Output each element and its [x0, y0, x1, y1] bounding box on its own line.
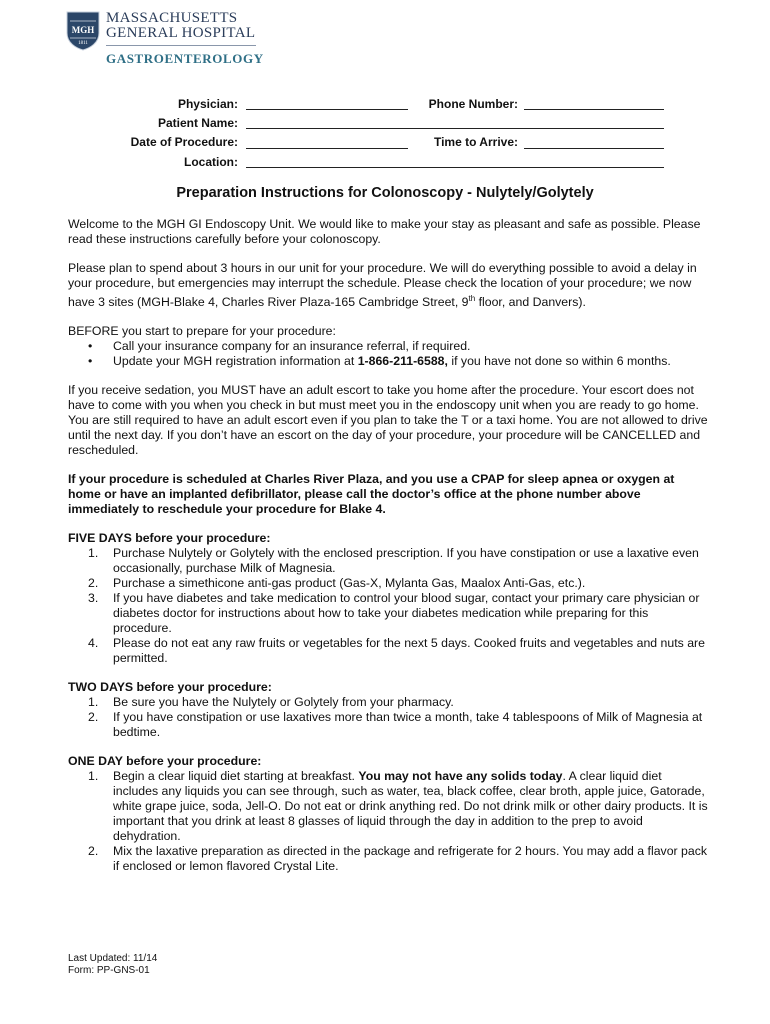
- registration-phone: 1-866-211-6588,: [357, 354, 448, 369]
- last-updated: Last Updated: 11/14: [68, 953, 158, 964]
- item-number: 4.: [88, 636, 99, 651]
- page-footer: [68, 953, 157, 977]
- document-title: Preparation Instructions for Colonoscopy - Nulytely/Golytely: [176, 185, 594, 201]
- location-field[interactable]: [246, 167, 664, 168]
- item-text: Mix the laxative preparation as directed in the package and refrigerate for 2 hours. You may add a flavor pack if enclosed or lemon flavored Crystal Lite.: [113, 844, 708, 874]
- no-solids-warning: You may not have any solids today: [358, 769, 563, 784]
- before-list: [68, 339, 708, 369]
- time-to-arrive-label: Time to Arrive:: [433, 135, 518, 149]
- time-to-arrive-field[interactable]: [524, 148, 664, 149]
- item-text: If you have constipation or use laxatives more than twice a month, take 4 tablespoons of Milk of Magnesia at bedtime.: [113, 710, 703, 740]
- before-item-2a: Update your MGH registration information at: [113, 354, 358, 369]
- item-number: 2.: [88, 710, 99, 725]
- before-item-2b: if you have not done so within 6 months.: [447, 354, 671, 369]
- hospital-name-line1: MASSACHUSETTS: [106, 10, 238, 26]
- five-days-heading: FIVE DAYS before your procedure:: [68, 531, 271, 546]
- list-item: [68, 546, 708, 576]
- logo-mark: MGH: [71, 25, 95, 35]
- item-text: Be sure you have the Nulytely or Golytely from your pharmacy.: [113, 695, 454, 710]
- item-number: 1.: [88, 695, 99, 710]
- plan-text-b: floor, and Danvers).: [475, 295, 586, 310]
- logo-year: 1811: [78, 41, 88, 46]
- one-day-heading: ONE DAY before your procedure:: [68, 754, 262, 769]
- list-item: [68, 576, 708, 591]
- header-divider: [106, 45, 256, 46]
- item-text: If you have diabetes and take medication to control your blood sugar, contact your primary care physician or diabetes doctor for instructions about how to take your diabetes medication while preparing for this procedure.: [113, 591, 700, 636]
- cpap-warning: If your procedure is scheduled at Charles River Plaza, and you use a CPAP for sleep apnea or oxygen at home or have an implanted defibrillator, please call the doctor’s office at the phone number above immediately to reschedule your procedure for Blake 4.: [68, 472, 675, 517]
- list-item: [68, 354, 708, 369]
- list-item: [68, 636, 708, 666]
- list-item: [68, 769, 708, 844]
- location-label: Location:: [184, 155, 238, 169]
- item-number: 2.: [88, 844, 99, 859]
- instructions-body: [68, 217, 708, 888]
- item-text: Purchase Nulytely or Golytely with the enclosed prescription. If you have constipation or use a laxative even occasionally, purchase Milk of Magnesia.: [113, 546, 699, 576]
- item-number: 2.: [88, 576, 99, 591]
- hospital-name-line2: GENERAL HOSPITAL: [106, 25, 256, 41]
- item-number: 3.: [88, 591, 99, 606]
- phone-number-label: Phone Number:: [428, 97, 518, 111]
- before-item-1: Call your insurance company for an insurance referral, if required.: [113, 339, 471, 354]
- form-number: Form: PP-GNS-01: [68, 965, 150, 976]
- intro-paragraph: Welcome to the MGH GI Endoscopy Unit. We would like to make your stay as pleasant and safe as possible. Please read these instructions carefully before your colonoscopy.: [68, 217, 701, 246]
- mgh-shield-logo: [66, 11, 100, 51]
- list-item: [68, 591, 708, 636]
- phone-number-field[interactable]: [524, 109, 664, 110]
- plan-paragraph: [68, 261, 708, 310]
- sedation-paragraph: If you receive sedation, you MUST have an adult escort to take you home after the procedure. Your escort does not have to come with you when you check in but must meet you in the endoscopy unit when you are ready to go home. You are still required to have an adult escort even if you plan to take the T or a taxi home. You are not allowed to drive until the next day. If you don’t have an escort on the day of your procedure, your procedure will be CANCELLED and rescheduled.: [68, 383, 708, 458]
- item-text: Please do not eat any raw fruits or vegetables for the next 5 days. Cooked fruits and vegetables and nuts are permitted.: [113, 636, 705, 666]
- five-days-list: [68, 546, 708, 666]
- two-days-heading: TWO DAYS before your procedure:: [68, 680, 272, 695]
- before-heading: BEFORE you start to prepare for your procedure:: [68, 324, 336, 339]
- item-number: 1.: [88, 546, 99, 561]
- item-text-b: . A clear liquid diet includes any liquids you can see through, such as water, tea, black coffee, clear broth, apple juice, Gatorade, white grape juice, soda, Jell-O. Do not eat or drink anything red. Do not drink milk or other dairy products. It is important that you drink at least 8 glasses of liquid through the day in addition to the prep to avoid dehydration.: [113, 769, 708, 844]
- list-item: [68, 695, 708, 710]
- list-item: [68, 339, 708, 354]
- two-days-list: [68, 695, 708, 740]
- physician-label: Physician:: [177, 97, 238, 111]
- item-text: Purchase a simethicone anti-gas product (Gas-X, Mylanta Gas, Maalox Anti-Gas, etc.).: [113, 576, 586, 591]
- department-name: GASTROENTEROLOGY: [106, 51, 264, 66]
- item-text-a: Begin a clear liquid diet starting at breakfast.: [113, 769, 359, 784]
- patient-name-field[interactable]: [246, 128, 664, 129]
- patient-name-label: Patient Name:: [157, 116, 238, 130]
- list-item: [68, 844, 708, 874]
- item-number: 1.: [88, 769, 99, 784]
- date-of-procedure-label: Date of Procedure:: [130, 135, 238, 149]
- plan-text-a: Please plan to spend about 3 hours in our unit for your procedure. We will do everything possible to avoid a delay in your procedure, but emergencies may interrupt the schedule. Please check the location of your procedure; we now have 3 sites (MGH-Blake 4, Charles River Plaza-165 Cambridge Street, 9: [68, 261, 697, 310]
- list-item: [68, 710, 708, 740]
- plan-superscript: th: [468, 294, 476, 303]
- one-day-list: [68, 769, 708, 874]
